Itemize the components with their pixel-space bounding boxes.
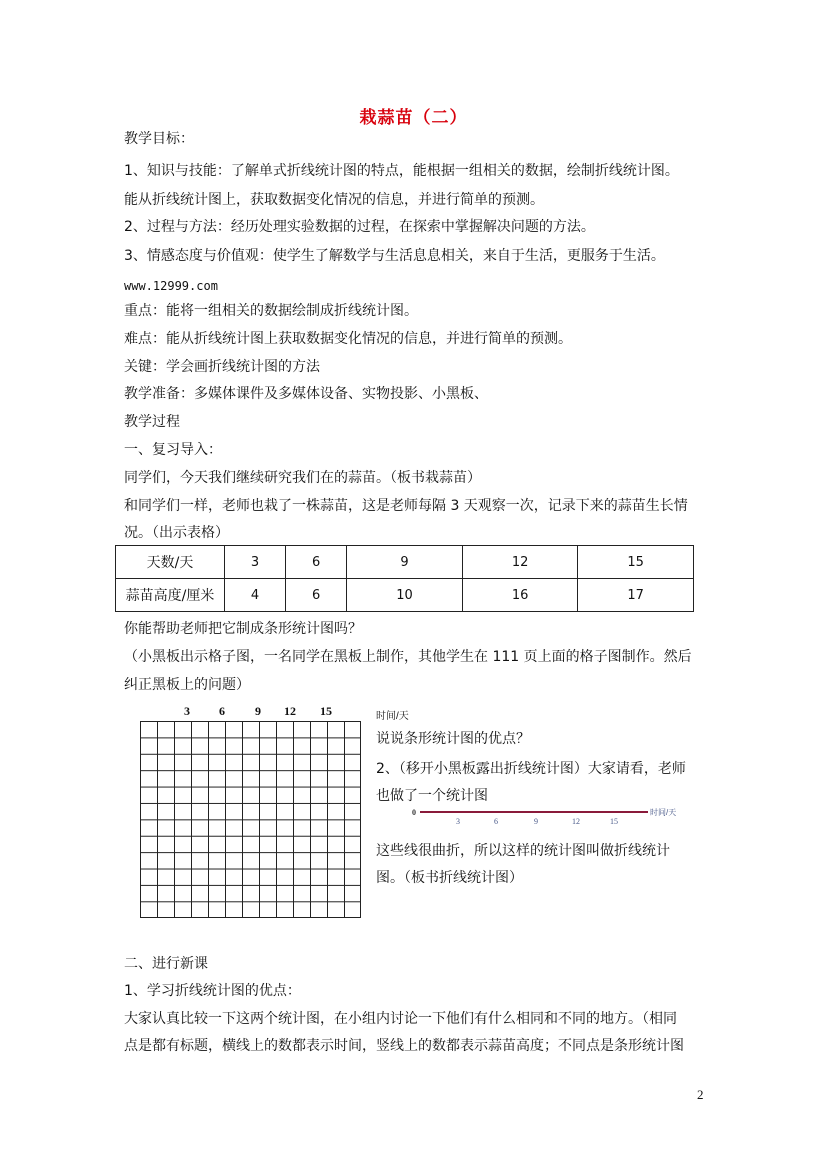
axis-origin: 0 (412, 808, 416, 817)
tick-label: 15 (320, 704, 332, 718)
table-cell: 6 (286, 546, 347, 579)
table-cell: 10 (347, 579, 463, 612)
text-line: 关键：学会画折线统计图的方法 (124, 359, 320, 375)
text-line: 2、过程与方法：经历处理实验数据的过程，在探索中掌握解决问题的方法。 (124, 219, 595, 235)
text-line: 也做了一个统计图 (376, 788, 488, 804)
table-header-cell: 天数/天 (116, 546, 225, 579)
grid-axis-label: 时间/天 (376, 711, 409, 722)
text-line: 1、知识与技能：了解单式折线统计图的特点，能根据一组相关的数据，绘制折线统计图。 (124, 163, 679, 179)
text-line: 二、进行新课 (124, 956, 208, 972)
axis-tick: 15 (610, 817, 618, 826)
website-text: www.12999.com (124, 279, 218, 293)
table-cell: 17 (578, 579, 694, 612)
table-row (116, 579, 694, 612)
text-line: 难点：能从折线统计图上获取数据变化情况的信息，并进行简单的预测。 (124, 331, 572, 347)
table-cell: 6 (286, 579, 347, 612)
text-line: 教学准备：多媒体课件及多媒体设备、实物投影、小黑板、 (124, 386, 488, 402)
tick-label: 9 (255, 704, 261, 718)
table-header-cell: 蒜苗高度/厘米 (116, 579, 225, 612)
text-line: 2、（移开小黑板露出折线统计图）大家请看，老师 (376, 761, 686, 777)
text-line: 点是都有标题，横线上的数都表示时间，竖线上的数都表示蒜苗高度；不同点是条形统计图 (124, 1038, 684, 1054)
text-line: （小黑板出示格子图，一名同学在黑板上制作，其他学生在 111 页上面的格子图制作。然后 (124, 649, 692, 665)
time-axis-figure (408, 803, 698, 827)
table-cell: 4 (225, 579, 286, 612)
page-number: 2 (697, 1087, 704, 1102)
text-line: 同学们，今天我们继续研究我们在的蒜苗。（板书栽蒜苗） (124, 470, 481, 486)
table-cell: 12 (462, 546, 578, 579)
growth-table (115, 545, 694, 612)
text-line: 1、学习折线统计图的优点： (124, 983, 301, 999)
axis-tick: 9 (534, 817, 538, 826)
text-line: 和同学们一样，老师也栽了一株蒜苗，这是老师每隔 3 天观察一次，记录下来的蒜苗生长情 (124, 498, 688, 514)
axis-tick: 6 (494, 817, 498, 826)
axis-tick: 3 (456, 817, 460, 826)
table-cell: 15 (578, 546, 694, 579)
text-line: 说说条形统计图的优点？ (376, 731, 530, 747)
text-line: 图。（板书折线统计图） (376, 870, 523, 886)
text-line: 重点：能将一组相关的数据绘制成折线统计图。 (124, 303, 418, 319)
tick-label: 3 (184, 704, 190, 718)
tick-label: 12 (284, 704, 296, 718)
text-line: 教学过程 (124, 414, 180, 430)
table-cell: 16 (462, 579, 578, 612)
text-line: 况。（出示表格） (124, 525, 229, 541)
text-line: 你能帮助老师把它制成条形统计图吗？ (124, 621, 362, 637)
text-line: 教学目标： (124, 131, 194, 147)
table-row (116, 546, 694, 579)
text-line: 3、情感态度与价值观：使学生了解数学与生活息息相关，来自于生活，更服务于生活。 (124, 248, 665, 264)
axis-label: 时间/天 (650, 808, 677, 817)
tick-label: 6 (219, 704, 225, 718)
text-line: 纠正黑板上的问题） (124, 677, 250, 693)
grid-chart (140, 721, 361, 918)
text-line: 能从折线统计图上，获取数据变化情况的信息，并进行简单的预测。 (124, 192, 544, 208)
table-cell: 3 (225, 546, 286, 579)
page-title: 栽蒜苗（二） (359, 108, 468, 128)
table-cell: 9 (347, 546, 463, 579)
axis-tick: 12 (572, 817, 580, 826)
text-line: 大家认真比较一下这两个统计图，在小组内讨论一下他们有什么相同和不同的地方。（相同 (124, 1011, 677, 1027)
text-line: 这些线很曲折，所以这样的统计图叫做折线统计 (376, 843, 670, 859)
text-line: 一、复习导入： (124, 442, 222, 458)
